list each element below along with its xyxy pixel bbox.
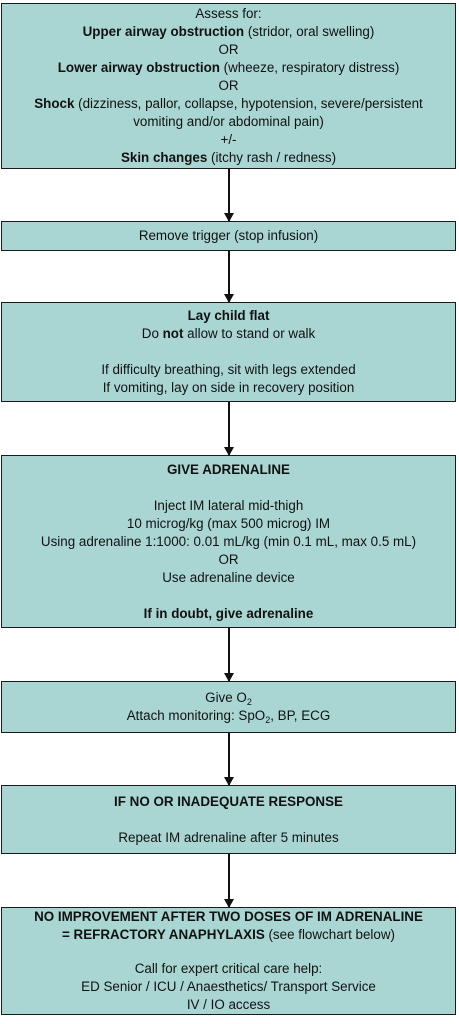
flow-arrow — [228, 628, 230, 681]
teams-text: ED Senior / ICU / Anaesthetics/ Transport Service — [81, 979, 376, 994]
lay-child-flat-box — [1, 302, 456, 402]
give-oxygen-text: Give O — [205, 690, 247, 705]
see-flowchart-text: (see flowchart below) — [264, 927, 395, 942]
spacer — [2, 944, 455, 960]
skin-changes-detail: (itchy rash / redness) — [207, 150, 337, 165]
skin-changes-line — [2, 149, 455, 167]
or-text: OR — [218, 42, 239, 57]
give-oxygen-line — [2, 689, 455, 707]
flow-arrow — [228, 402, 230, 455]
lay-child-flat-title: Lay child flat — [187, 308, 270, 323]
refractory-label: = REFRACTORY ANAPHYLAXIS — [62, 927, 265, 942]
upper-airway-detail: (stridor, oral swelling) — [244, 24, 375, 39]
remove-trigger-text: Remove trigger (stop infusion) — [138, 228, 319, 243]
refractory-anaphylaxis-box — [1, 907, 456, 1015]
repeat-adrenaline-text: Repeat IM adrenaline after 5 minutes — [118, 829, 339, 845]
spacer — [2, 343, 455, 361]
assess-box — [1, 3, 456, 169]
dilution-instruction: Using adrenaline 1:1000: 0.01 mL/kg (min 0.1 mL, max 0.5 mL) — [40, 533, 417, 549]
flow-arrow — [228, 251, 230, 302]
refractory-line — [2, 926, 455, 944]
flow-arrow — [228, 733, 230, 785]
lower-airway-detail: (wheeze, respiratory distress) — [219, 60, 400, 75]
remove-trigger-box — [1, 221, 456, 251]
access-text: IV / IO access — [186, 997, 271, 1012]
not-text: not — [162, 326, 184, 341]
inject-instruction: Inject IM lateral mid-thigh — [153, 497, 304, 513]
vomiting-instruction: If vomiting, lay on side in recovery position — [102, 380, 355, 395]
do-not-stand-line — [2, 325, 455, 343]
lower-airway-label: Lower airway obstruction — [57, 60, 220, 75]
shock-label: Shock — [34, 96, 75, 111]
monitoring-text: Attach monitoring: SpO — [126, 708, 266, 723]
dose-instruction: 10 microg/kg (max 500 microg) IM — [126, 515, 331, 531]
oxygen-subscript: 2 — [246, 697, 252, 707]
upper-airway-line — [2, 23, 455, 41]
shock-detail-continued: vomiting and/or abdominal pain) — [133, 114, 324, 129]
monitoring-text-rest: , BP, ECG — [270, 708, 331, 723]
flow-arrow — [228, 854, 230, 907]
call-for-help-text: Call for expert critical care help: — [134, 961, 323, 976]
plus-minus-text: +/- — [220, 132, 237, 147]
spo2-subscript: 2 — [265, 715, 271, 725]
oxygen-monitoring-box — [1, 681, 456, 733]
spacer — [2, 479, 455, 497]
spacer — [2, 587, 455, 605]
assess-heading: Assess for: — [195, 6, 262, 21]
no-improvement-title: NO IMPROVEMENT AFTER TWO DOSES OF IM ADRENALINE — [34, 909, 423, 924]
monitoring-line — [2, 707, 455, 725]
shock-detail: (dizziness, pallor, collapse, hypotension, severe/persistent — [74, 96, 423, 111]
flow-arrow — [228, 169, 230, 221]
give-adrenaline-box — [1, 455, 456, 628]
device-instruction: Use adrenaline device — [162, 569, 295, 585]
allow-text: allow to stand or walk — [183, 326, 316, 341]
inadequate-response-box — [1, 785, 456, 854]
upper-airway-label: Upper airway obstruction — [82, 24, 245, 39]
or-text: OR — [218, 78, 239, 93]
shock-line — [2, 95, 455, 113]
breathing-instruction: If difficulty breathing, sit with legs extended — [101, 362, 356, 377]
inadequate-response-title: IF NO OR INADEQUATE RESPONSE — [114, 793, 343, 809]
skin-changes-label: Skin changes — [120, 150, 208, 165]
do-text: Do — [141, 326, 163, 341]
spacer — [2, 811, 455, 829]
give-adrenaline-title: GIVE ADRENALINE — [166, 461, 290, 477]
lower-airway-line — [2, 59, 455, 77]
if-in-doubt-text: If in doubt, give adrenaline — [143, 605, 314, 621]
or-text: OR — [218, 551, 239, 567]
